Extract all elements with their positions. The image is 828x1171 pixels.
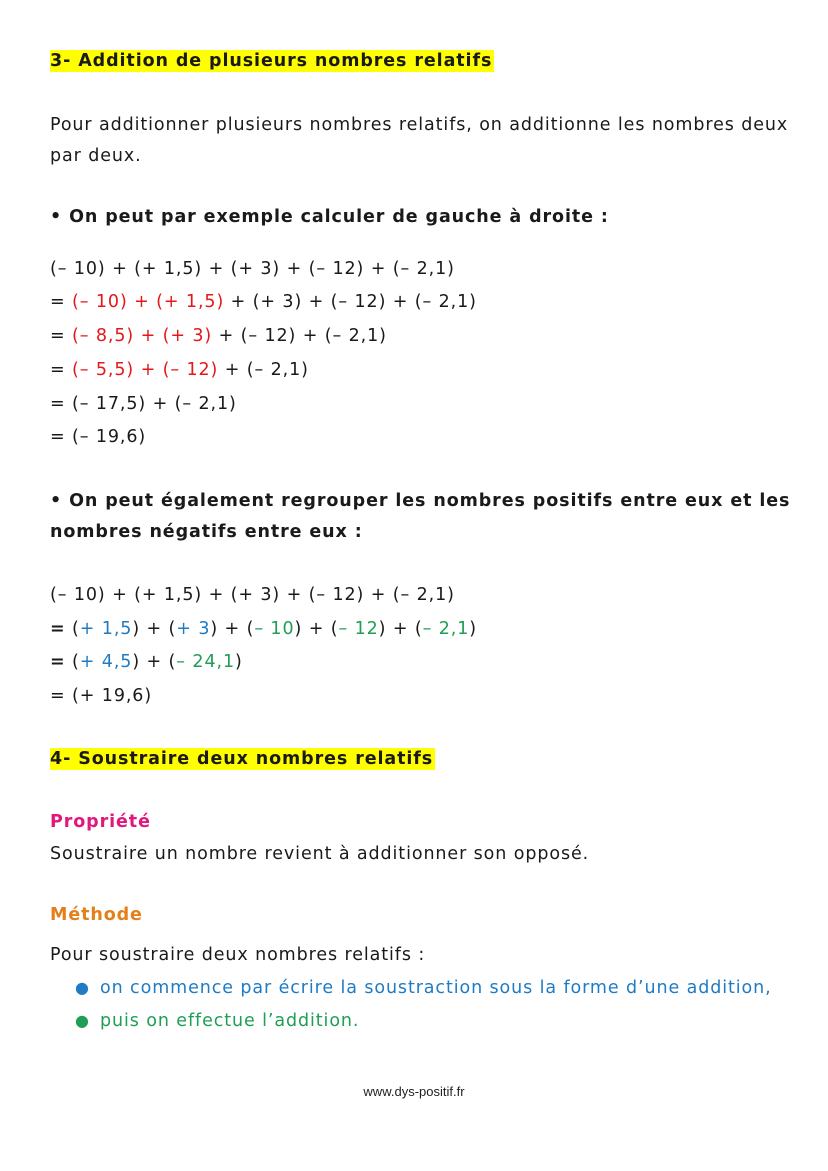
method-2-heading-line-2: nombres négatifs entre eux :	[50, 522, 363, 542]
m2-line-4: = (+ 19,6)	[50, 686, 153, 706]
m1-line-3-highlight: (– 8,5) + (+ 3)	[72, 326, 213, 346]
intro-line-2: par deux.	[50, 146, 142, 166]
method-2-heading-line-1: • On peut également regrouper les nombres positifs entre eux et les	[50, 491, 791, 511]
method-label: Méthode	[50, 905, 143, 925]
m1-line-1: (– 10) + (+ 1,5) + (+ 3) + (– 12) + (– 2,1)	[50, 259, 455, 279]
footer-url: www.dys-positif.fr	[363, 1084, 465, 1099]
section-4-title: 4- Soustraire deux nombres relatifs	[50, 749, 434, 769]
m2-line-1: (– 10) + (+ 1,5) + (+ 3) + (– 12) + (– 2,1)	[50, 585, 455, 605]
property-label: Propriété	[50, 812, 151, 832]
m1-line-6: = (– 19,6)	[50, 427, 147, 447]
m1-line-3: = (– 8,5) + (+ 3) + (– 12) + (– 2,1)	[50, 326, 387, 346]
property-text: Soustraire un nombre revient à additionner son opposé.	[50, 844, 590, 864]
m1-line-5: = (– 17,5) + (– 2,1)	[50, 394, 237, 414]
m2-line-3: = (+ 4,5) + (– 24,1)	[50, 652, 243, 672]
method-1-heading: • On peut par exemple calculer de gauche à droite :	[50, 207, 609, 227]
m1-line-2-highlight: (– 10) + (+ 1,5)	[72, 292, 225, 312]
method-intro: Pour soustraire deux nombres relatifs :	[50, 945, 426, 965]
method-step-2: ● puis on effectue l’addition.	[75, 1011, 360, 1031]
method-step-1: ● on commence par écrire la soustraction sous la forme d’une addition,	[75, 978, 772, 998]
intro-line-1: Pour additionner plusieurs nombres relatifs, on additionne les nombres deux	[50, 115, 789, 135]
m2-line-2: = (+ 1,5) + (+ 3) + (– 10) + (– 12) + (– 2,1)	[50, 619, 477, 639]
m1-line-2: = (– 10) + (+ 1,5) + (+ 3) + (– 12) + (– 2,1)	[50, 292, 477, 312]
m1-line-4: = (– 5,5) + (– 12) + (– 2,1)	[50, 360, 309, 380]
m1-line-4-highlight: (– 5,5) + (– 12)	[72, 360, 219, 380]
bullet-icon: ●	[75, 1011, 90, 1030]
section-3-title: 3- Addition de plusieurs nombres relatifs	[50, 51, 493, 71]
bullet-icon: ●	[75, 978, 90, 997]
